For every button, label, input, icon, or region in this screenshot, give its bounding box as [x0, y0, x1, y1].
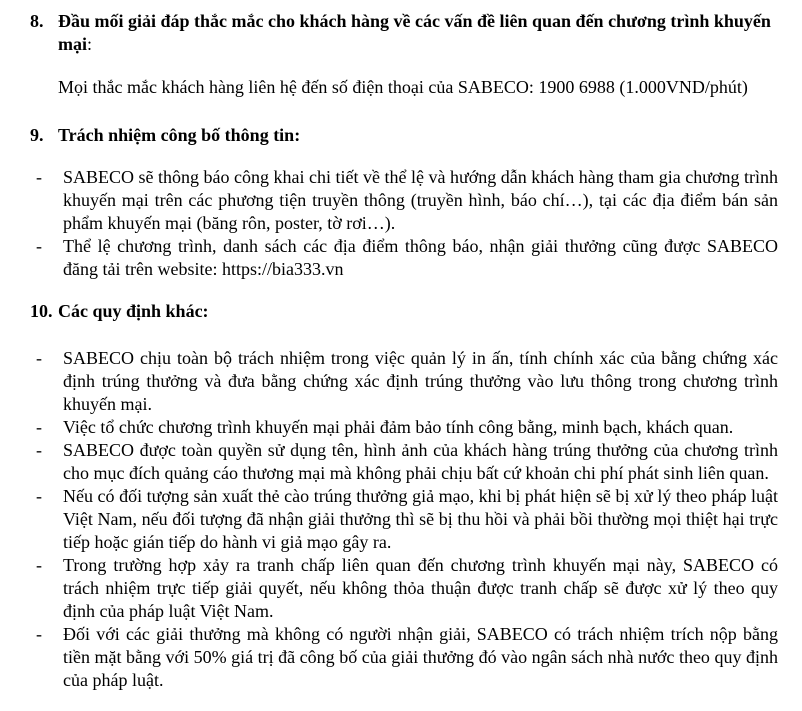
bullet-list — [0, 347, 802, 692]
bullet-marker: - — [36, 167, 42, 187]
list-item-text: Thể lệ chương trình, danh sách các địa điểm thông báo, nhận giải thưởng cũng được SABECO đăng tải trên website: https://bia333.vn — [63, 236, 778, 279]
list-item-text: Nếu có đối tượng sản xuất thẻ cào trúng thưởng giả mạo, khi bị phát hiện sẽ bị xử lý theo pháp luật Việt Nam, nếu đối tượng đã nhận giải thưởng thì sẽ bị thu hồi và phải bồi thường mọi thiệt hại trực tiếp hoặc gián tiếp do hành vi giả mạo gây ra. — [63, 486, 778, 552]
list-item — [0, 439, 802, 485]
section-number: 8. — [30, 11, 44, 31]
section-heading — [0, 10, 802, 56]
list-item — [0, 623, 802, 692]
section-number: 10. — [30, 301, 53, 321]
section-number: 9. — [30, 125, 44, 145]
section-title: Các quy định khác: — [58, 301, 209, 321]
bullet-marker: - — [36, 555, 42, 575]
section-title: Trách nhiệm công bố thông tin: — [58, 125, 301, 145]
bullet-marker: - — [36, 417, 42, 437]
list-item — [0, 554, 802, 623]
list-item-text: SABECO được toàn quyền sử dụng tên, hình ảnh của khách hàng trúng thưởng của chương trình cho mục đích quảng cáo thương mại mà không phải chịu bất cứ khoản chi phí phát sinh liên quan. — [63, 440, 778, 483]
list-item — [0, 416, 802, 439]
section-heading — [0, 124, 802, 147]
list-item-text: SABECO chịu toàn bộ trách nhiệm trong việc quản lý in ấn, tính chính xác của bằng chứng xác định trúng thưởng và đưa bằng chứng xác định trúng thưởng vào lưu thông trong chương trình khuyến mại. — [63, 348, 778, 414]
list-item — [0, 166, 802, 235]
section-10 — [0, 300, 802, 692]
section-title-suffix: : — [87, 34, 93, 54]
section-8 — [0, 10, 802, 99]
section-9 — [0, 124, 802, 281]
bullet-marker: - — [36, 440, 42, 460]
list-item — [0, 347, 802, 416]
list-item — [0, 485, 802, 554]
bullet-marker: - — [36, 348, 42, 368]
bullet-marker: - — [36, 236, 42, 256]
section-paragraph: Mọi thắc mắc khách hàng liên hệ đến số điện thoại của SABECO: 1900 6988 (1.000VND/phút) — [58, 77, 748, 97]
section-title: Đầu mối giải đáp thắc mắc cho khách hàng về các vấn đề liên quan đến chương trình khuyến mại — [58, 11, 771, 54]
list-item-text: Việc tổ chức chương trình khuyến mại phải đảm bảo tính công bằng, minh bạch, khách quan. — [63, 417, 734, 437]
bullet-marker: - — [36, 624, 42, 644]
list-item — [0, 235, 802, 281]
list-item-text: Đối với các giải thưởng mà không có người nhận giải, SABECO có trách nhiệm trích nộp bằng tiền mặt bằng với 50% giá trị đã công bố của giải thưởng đó vào ngân sách nhà nước theo quy định của pháp luật. — [63, 624, 778, 690]
bullet-list — [0, 166, 802, 281]
list-item-text: SABECO sẽ thông báo công khai chi tiết về thể lệ và hướng dẫn khách hàng tham gia chương trình khuyến mại trên các phương tiện truyền thông (truyền hình, báo chí…), tại các địa điểm bán sản phẩm khuyến mại (băng rôn, poster, tờ rơi…). — [63, 167, 778, 233]
bullet-marker: - — [36, 486, 42, 506]
list-item-text: Trong trường hợp xảy ra tranh chấp liên quan đến chương trình khuyến mại này, SABECO có trách nhiệm trực tiếp giải quyết, nếu không thỏa thuận được tranh chấp sẽ được xử lý theo quy định của pháp luật Việt Nam. — [63, 555, 778, 621]
section-heading — [0, 300, 802, 323]
